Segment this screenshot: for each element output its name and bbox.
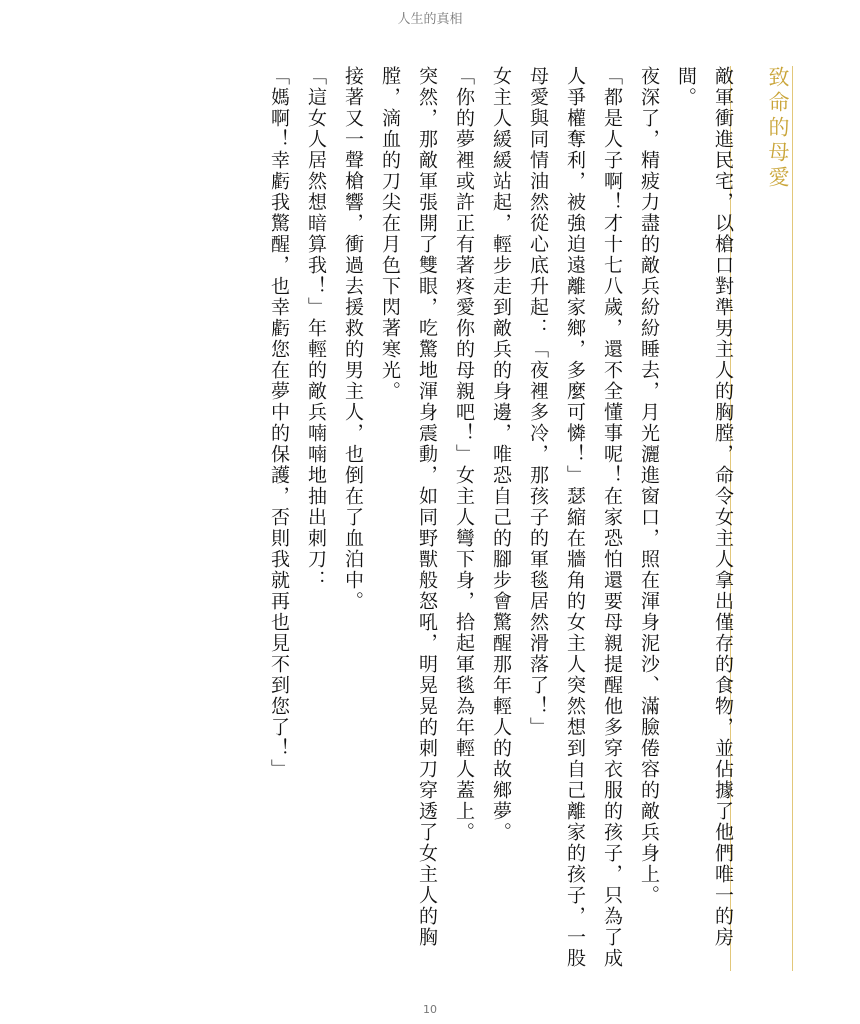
vertical-text-block <box>260 66 796 971</box>
paragraph-3: 「都是人子啊！才十七八歲，還不全懂事呢！在家恐怕還要母親提醒他多穿衣服的孩子，只為了成人爭權奪利，被強迫遠離家鄉，多麼可憐！」瑟縮在牆角的女主人突然想到自己離家的孩子，一股母愛與同情油然從心底升起：「夜裡多冷，那孩子的軍毯居然滑落了！」 <box>527 66 623 969</box>
running-header: 人生的真相 <box>397 12 463 27</box>
chapter-title: 致命的母愛 <box>766 66 790 191</box>
paragraph-7: 接著又一聲槍響，衝過去援救的男主人，也倒在了血泊中。 <box>342 66 364 612</box>
paragraph-1: 敵軍衝進民宅，以槍口對準男主人的胸膛，命令女主人拿出僅存的食物，並佔據了他們唯一的房間。 <box>675 66 734 948</box>
paragraph-4: 女主人緩緩站起，輕步走到敵兵的身邊，唯恐自己的腳步會驚醒那年輕人的故鄉夢。 <box>490 66 512 843</box>
paragraph-5: 「你的夢裡或許正有著疼愛你的母親吧！」女主人彎下身，拾起軍毯為年輕人蓋上。 <box>453 66 475 843</box>
paragraph-8: 「這女人居然想暗算我！」年輕的敵兵喃喃地抽出刺刀： <box>305 66 327 591</box>
paragraph-9: 「媽啊！幸虧我驚醒，也幸虧您在夢中的保護，否則我就再也見不到您了！」 <box>268 66 290 780</box>
paragraph-6: 突然，那敵軍張開了雙眼，吃驚地渾身震動，如同野獸般怒吼，明晃晃的刺刀穿透了女主人的胸膛，滴血的刀尖在月色下閃著寒光。 <box>379 66 438 948</box>
page-number: 10 <box>423 1003 437 1016</box>
paragraph-2: 夜深了，精疲力盡的敵兵紛紛睡去，月光灑進窗口，照在渾身泥沙、滿臉倦容的敵兵身上。 <box>638 66 660 906</box>
